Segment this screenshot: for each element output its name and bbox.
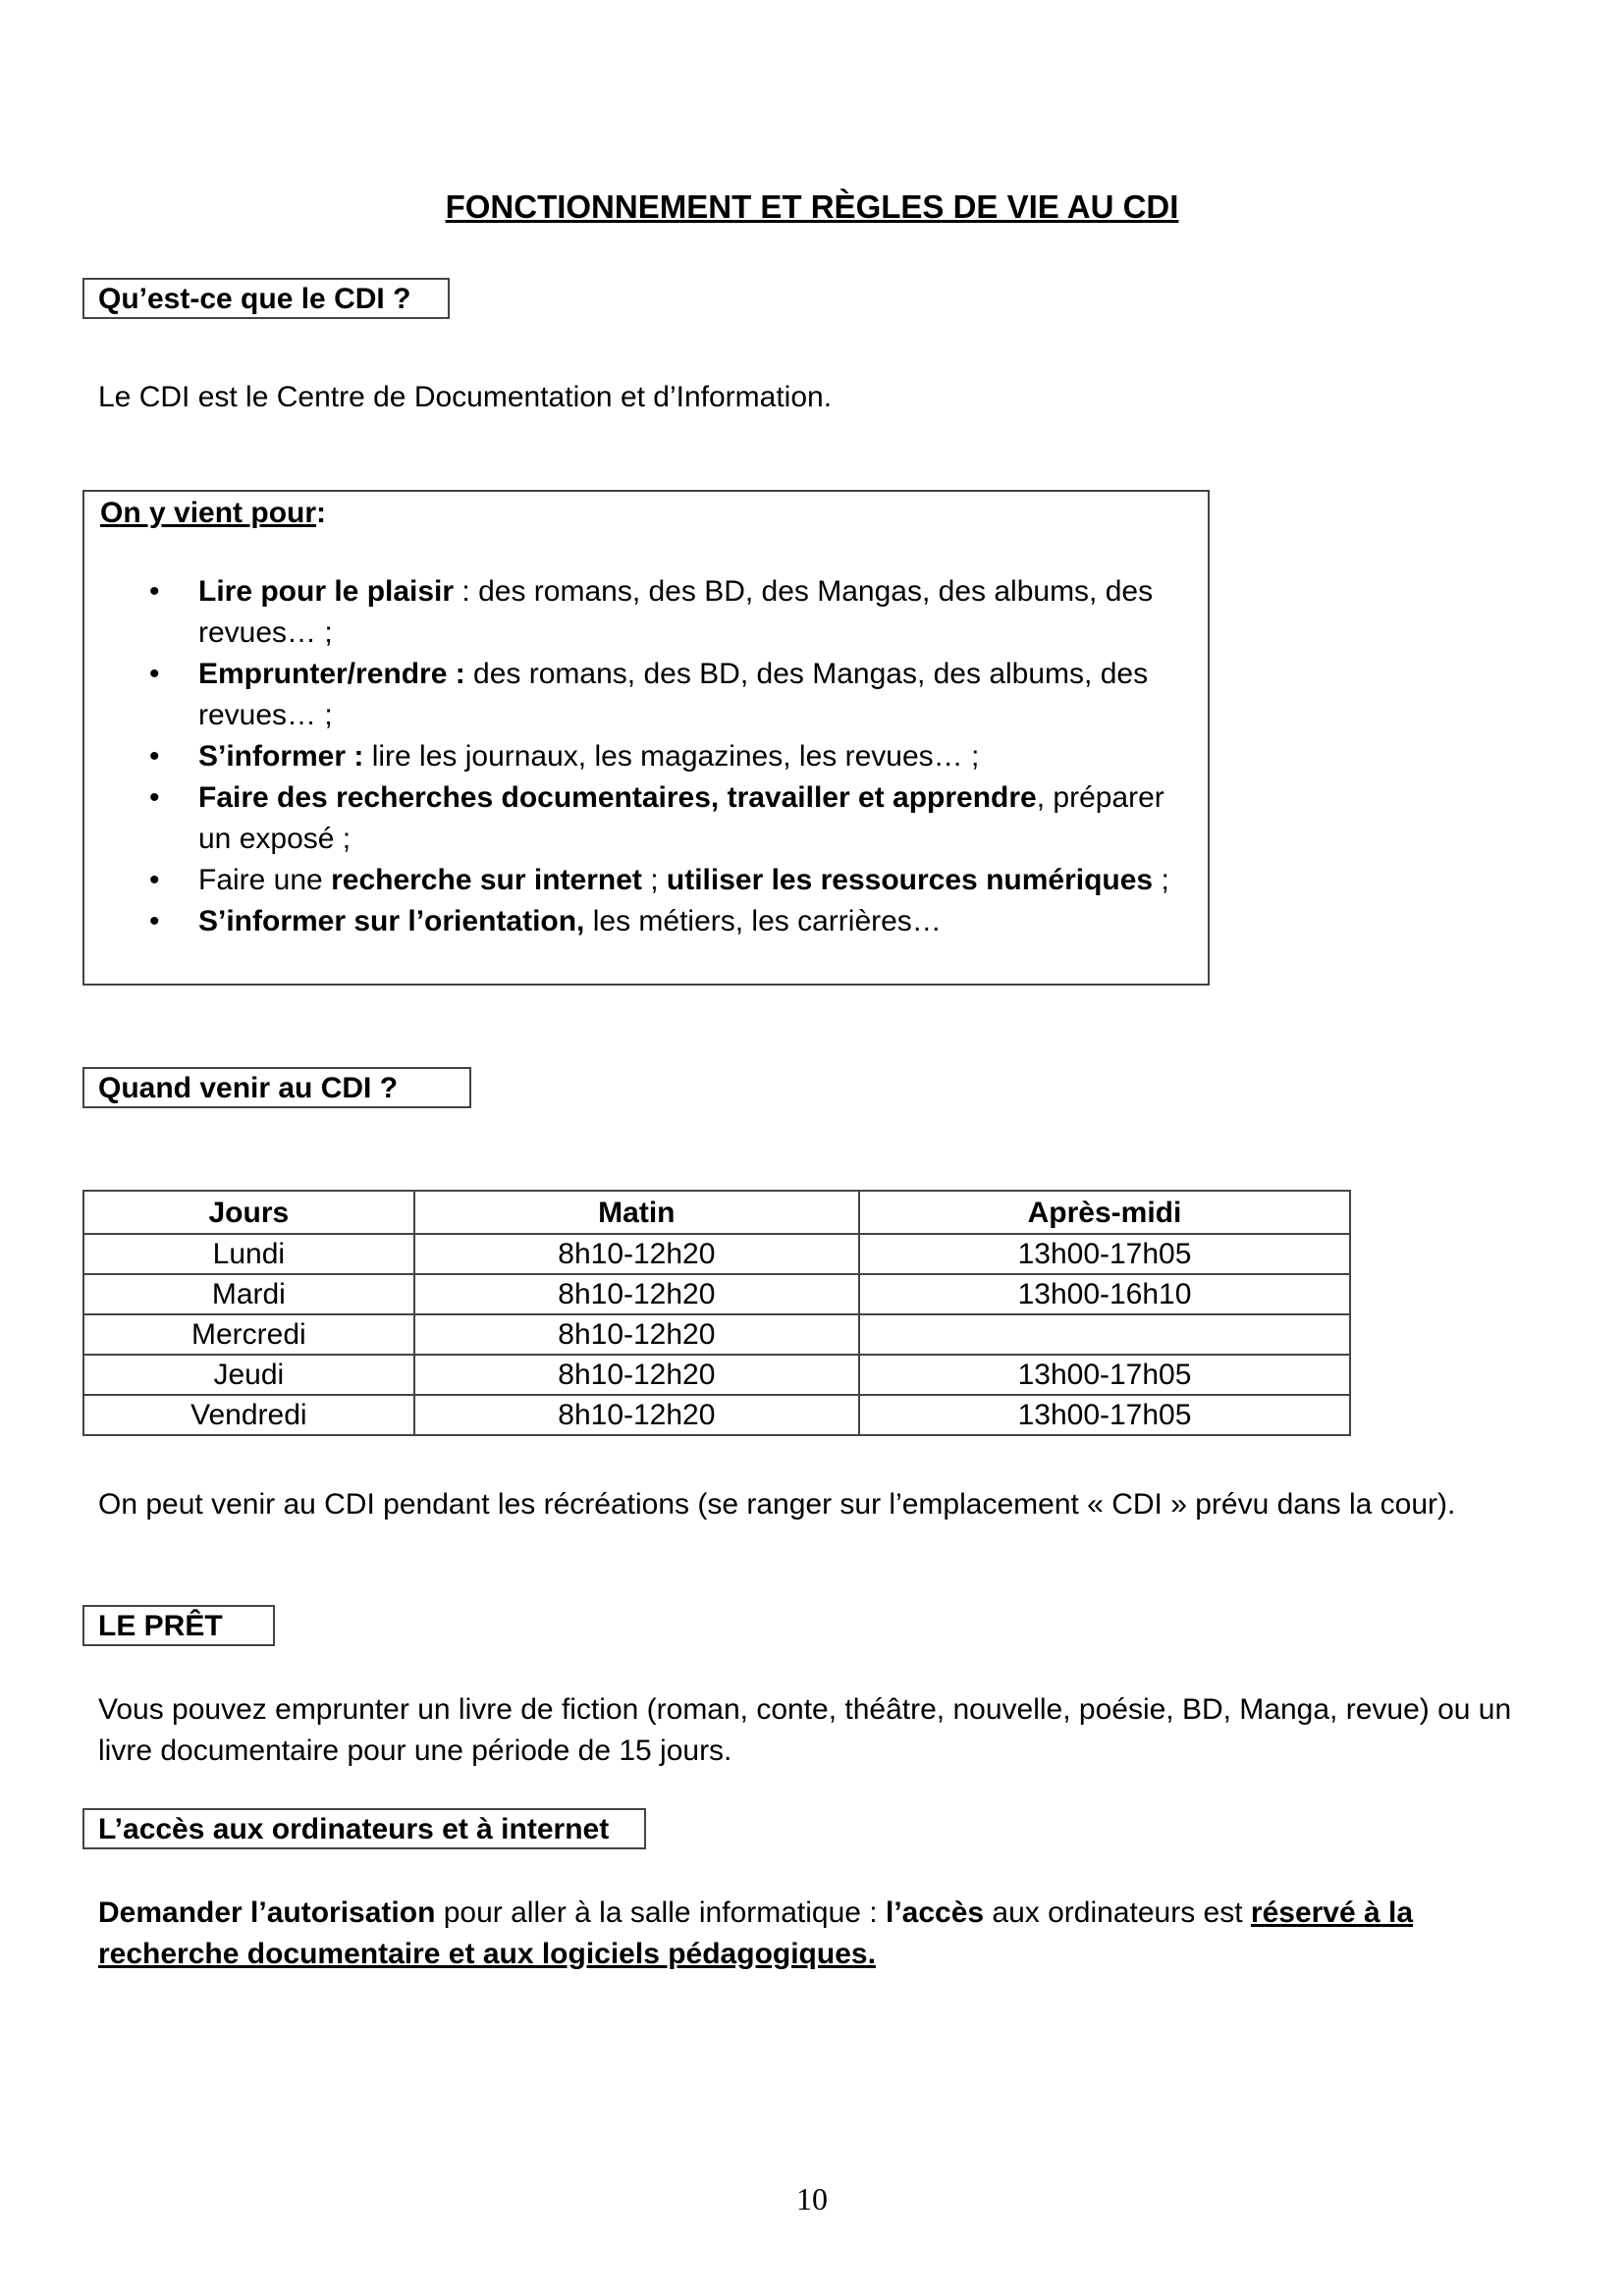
reasons-heading: On y vient pour: [100, 497, 327, 529]
column-header-afternoon: Après-midi [859, 1191, 1350, 1234]
loan-text: Vous pouvez emprunter un livre de fiction (roman, conte, théâtre, nouvelle, poésie, BD, Manga, revue) ou un livre documentaire pour une période de 15 jours. [98, 1693, 1512, 1767]
list-item: • Emprunter/rendre : des romans, des BD, des Mangas, des albums, des revues… ; [84, 654, 1180, 736]
list-item: • Lire pour le plaisir : des romans, des BD, des Mangas, des albums, des revues… ; [84, 571, 1180, 654]
section-heading-when: Quand venir au CDI ? [82, 1067, 471, 1108]
table-row [83, 1395, 1350, 1435]
morning-cell: 8h10-12h20 [414, 1355, 859, 1395]
morning-cell: 8h10-12h20 [414, 1395, 859, 1435]
morning-cell: 8h10-12h20 [414, 1274, 859, 1314]
computer-access-text: Demander l’autorisation pour aller à la salle informatique : l’accès aux ordinateurs est réservé à la recherche documentaire et aux logiciels pédagogiques. [98, 1896, 1414, 1970]
afternoon-cell: 13h00-17h05 [859, 1234, 1350, 1274]
day-cell: Lundi [83, 1234, 414, 1274]
afternoon-cell: 13h00-17h05 [859, 1395, 1350, 1435]
table-row [83, 1355, 1350, 1395]
afternoon-cell: 13h00-17h05 [859, 1355, 1350, 1395]
table-row [83, 1234, 1350, 1274]
reasons-panel [82, 490, 1210, 986]
list-item: • S’informer sur l’orientation, les métiers, les carrières… [84, 901, 1180, 942]
day-cell: Mercredi [83, 1314, 414, 1355]
day-cell: Vendredi [83, 1395, 414, 1435]
day-cell: Jeudi [83, 1355, 414, 1395]
table-row [83, 1274, 1350, 1314]
schedule-table [82, 1190, 1351, 1436]
column-header-morning: Matin [414, 1191, 859, 1234]
table-header-row [83, 1191, 1350, 1234]
morning-cell: 8h10-12h20 [414, 1234, 859, 1274]
column-header-days: Jours [83, 1191, 414, 1234]
morning-cell: 8h10-12h20 [414, 1314, 859, 1355]
list-item: • S’informer : lire les journaux, les magazines, les revues… ; [84, 736, 1180, 777]
list-item: • Faire des recherches documentaires, travailler et apprendre, préparer un exposé ; [84, 777, 1180, 860]
recess-note: On peut venir au CDI pendant les récréations (se ranger sur l’emplacement « CDI » prévu dans la cour). [98, 1488, 1456, 1521]
section-heading-loan: LE PRÊT [82, 1605, 275, 1646]
reasons-list [84, 571, 1184, 942]
day-cell: Mardi [83, 1274, 414, 1314]
section-heading-computer-access: L’accès aux ordinateurs et à internet [82, 1808, 646, 1849]
afternoon-cell [859, 1314, 1350, 1355]
section-heading-what-is-cdi: Qu’est-ce que le CDI ? [82, 278, 450, 319]
table-row [83, 1314, 1350, 1355]
cdi-definition-text: Le CDI est le Centre de Documentation et d’Information. [98, 381, 833, 413]
list-item: • Faire une recherche sur internet ; utiliser les ressources numériques ; [84, 860, 1180, 901]
afternoon-cell: 13h00-16h10 [859, 1274, 1350, 1314]
page-number: 10 [796, 2181, 828, 2216]
page-title: FONCTIONNEMENT ET RÈGLES DE VIE AU CDI [445, 188, 1179, 225]
